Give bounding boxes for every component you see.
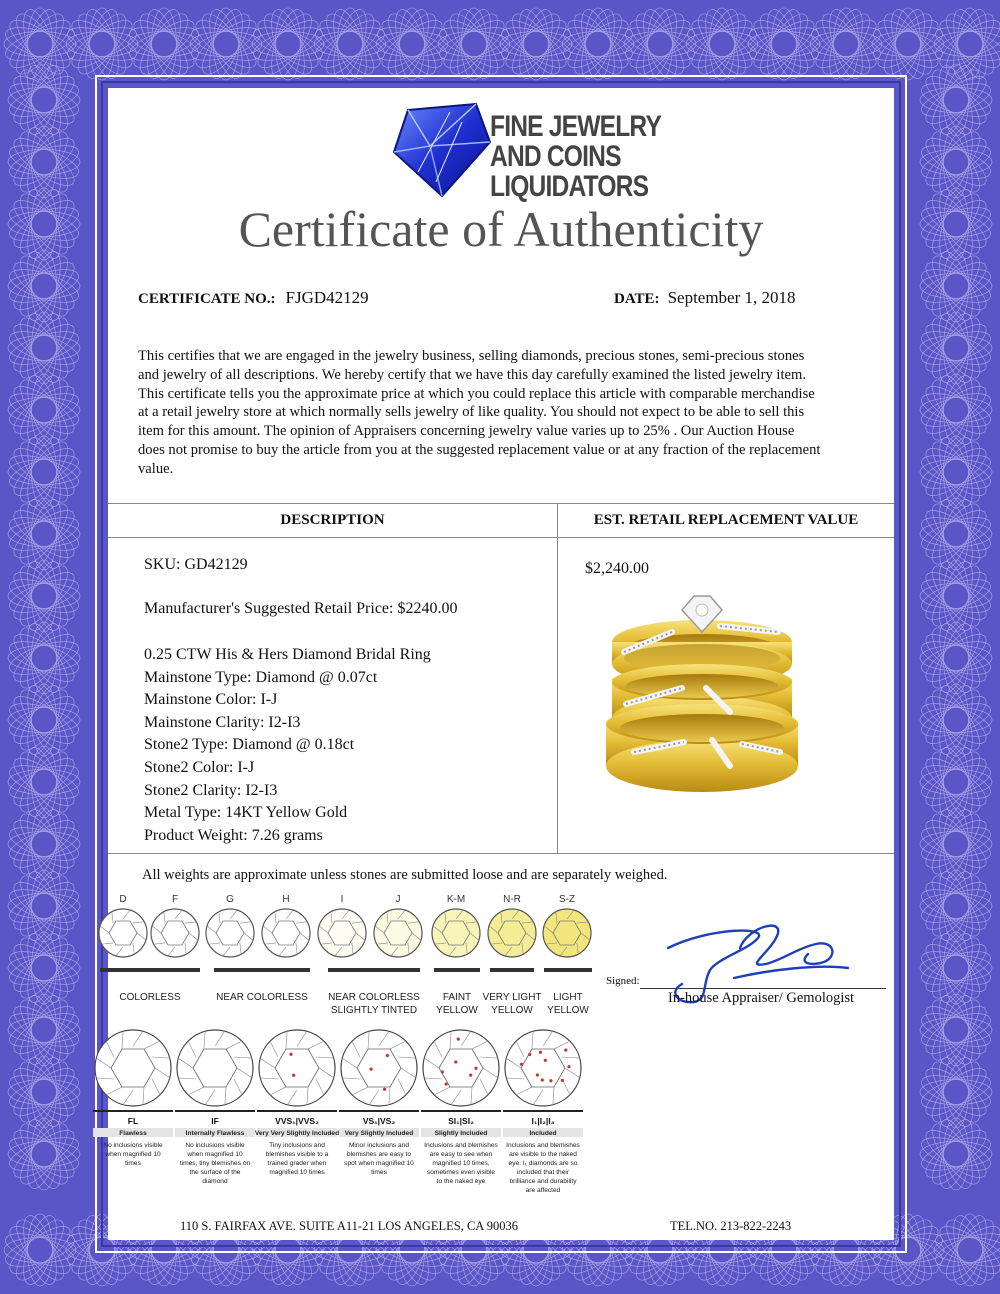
clarity-diamond <box>95 1030 171 1106</box>
certification-statement <box>138 347 878 479</box>
color-group-bar <box>214 968 310 972</box>
detail-line: Mainstone Type: Diamond @ 0.07ct <box>144 668 378 686</box>
color-grade-letter: N-R <box>503 894 521 905</box>
clarity-name: Slightly Included <box>434 1130 488 1137</box>
color-group-label: COLORLESS <box>119 992 181 1003</box>
diamond-grading-chart <box>88 888 608 1228</box>
footer-address: 110 S. FAIRFAX AVE. SUITE A11-21 LOS ANGELES, CA 90036 <box>180 1219 518 1233</box>
signed-label: Signed: <box>606 975 640 987</box>
clarity-description-line: trained grader when <box>267 1160 327 1167</box>
clarity-code: SI₁|SI₂ <box>448 1116 474 1126</box>
clarity-diamond <box>505 1030 581 1106</box>
clarity-code: FL <box>127 1116 139 1126</box>
color-grade-diamond <box>318 909 366 957</box>
color-group-bar <box>544 968 592 972</box>
detail-line: Stone2 Type: Diamond @ 0.18ct <box>144 736 355 754</box>
statement-line: item for this amount. The opinion of Appraisers concerning jewelry value varies up to 25% . Our Auction House <box>138 423 795 440</box>
footer-phone: TEL.NO. 213-822-2243 <box>670 1219 792 1233</box>
clarity-description-line: blemishes visible to a <box>265 1151 329 1158</box>
certificate-panel <box>103 88 894 1240</box>
color-grade-diamond <box>262 909 310 957</box>
value-header: EST. RETAIL REPLACEMENT VALUE <box>593 512 859 528</box>
color-grade-letter: I <box>340 894 344 905</box>
color-grade-letter: G <box>226 894 234 905</box>
weights-note: All weights are approximate unless stones are submitted loose and are separately weighed. <box>142 867 668 883</box>
statement-line: This certificate tells you the approximate price at which you could replace this article with comparable merchandise <box>138 385 815 402</box>
color-grade-letter: K-M <box>446 894 466 905</box>
clarity-name: Very Slightly Included <box>344 1130 414 1137</box>
replacement-value: $2,240.00 <box>585 560 649 577</box>
clarity-description-line: when magnified 10 <box>187 1151 243 1158</box>
brand-line-2: AND COINS <box>490 140 621 173</box>
color-group-label: VERY LIGHT <box>482 992 542 1003</box>
statement-line: and jewelry of all descriptions. We hereby certify that we have this day carefully examined the listed jewelry item. <box>138 366 807 383</box>
clarity-description-line: eye. I₁ diamonds are so <box>508 1160 578 1167</box>
color-group-bar <box>328 968 420 972</box>
clarity-description-line: times <box>371 1169 387 1176</box>
clarity-description-line: No inclusions visible <box>103 1142 163 1149</box>
clarity-code: VVS₁|VVS₂ <box>275 1116 319 1126</box>
color-group-sublabel: SLIGHTLY TINTED <box>330 1005 418 1016</box>
color-grade-diamond <box>99 909 147 957</box>
clarity-diamond <box>423 1030 499 1106</box>
brand-line-1: FINE JEWELRY <box>490 110 662 143</box>
date-label: DATE: <box>614 291 660 307</box>
clarity-diamond <box>259 1030 335 1106</box>
certificate-number-label: CERTIFICATE NO.: <box>138 291 276 307</box>
clarity-description-line: brilliance and durability <box>509 1178 577 1185</box>
certificate-number: FJGD42129 <box>285 288 369 307</box>
clarity-description-line: are affected <box>525 1187 561 1194</box>
color-grade-letter: F <box>171 894 179 905</box>
color-grade-diamond <box>374 909 422 957</box>
detail-line: Mainstone Color: I-J <box>144 691 278 709</box>
ring-set-image <box>602 592 802 800</box>
color-grade-letter: H <box>282 894 290 905</box>
clarity-diamond <box>177 1030 253 1106</box>
color-grade-diamond <box>151 909 199 957</box>
color-group-bar <box>100 968 200 972</box>
clarity-description-line: magnified 10 times, <box>432 1160 490 1167</box>
statement-line: value. <box>138 460 174 477</box>
statement-line: This certifies that we are engaged in the jewelry business, selling diamonds, precious stones, semi-precious stones <box>138 348 805 364</box>
clarity-description-line: Minor inclusions and <box>348 1142 410 1149</box>
clarity-description-line: blemishes are easy to <box>346 1151 412 1158</box>
color-grade-letter: J <box>395 894 401 905</box>
color-group-bar <box>434 968 480 972</box>
description-header: DESCRIPTION <box>280 512 385 528</box>
clarity-description-line: are easy to see when <box>429 1151 493 1158</box>
detail-line: Stone2 Clarity: I2-I3 <box>144 781 278 799</box>
clarity-description-line: No inclusions visible <box>185 1142 245 1149</box>
appraiser-title: In-house Appraiser/ Gemologist <box>668 990 855 1006</box>
color-grade-diamond <box>488 909 536 957</box>
color-grade-diamond <box>543 909 591 957</box>
sku: SKU: GD42129 <box>144 556 248 573</box>
clarity-code: VS₁|VS₂ <box>362 1116 396 1126</box>
clarity-description-line: the surface of the <box>189 1169 241 1176</box>
clarity-name: Very Very Slightly Included <box>254 1130 340 1137</box>
statement-line: does not promise to buy the article from you at the suggested replacement value or at any fraction of the replacement <box>138 441 821 458</box>
color-grade-diamond <box>432 909 480 957</box>
clarity-description-line: Tiny inclusions and <box>269 1142 325 1149</box>
color-grade-letter: D <box>119 894 127 905</box>
color-group-sublabel: YELLOW <box>491 1005 533 1016</box>
detail-line: Product Weight: 7.26 grams <box>144 826 323 844</box>
clarity-diamond <box>341 1030 417 1106</box>
color-group-label: FAINT <box>442 992 472 1003</box>
detail-line: Mainstone Clarity: I2-I3 <box>144 713 301 731</box>
detail-line: Metal Type: 14KT Yellow Gold <box>144 804 348 822</box>
clarity-description-line: Inclusions and blemishes <box>506 1142 580 1149</box>
statement-line: at a retail jewelry store at which normally sells jewelry of like quality. You should not expect to be able to sell this <box>138 404 805 421</box>
color-grade-diamond <box>206 909 254 957</box>
clarity-description-line: magnified 10 times <box>269 1169 325 1176</box>
clarity-description-line: spot when magnified 10 <box>344 1160 414 1167</box>
page-title: Certificate of Authenticity <box>238 201 764 257</box>
clarity-name: Flawless <box>119 1130 147 1137</box>
clarity-description-line: to the naked eye <box>436 1178 486 1185</box>
certificate-date: September 1, 2018 <box>667 288 796 307</box>
clarity-description-line: included that their <box>516 1169 570 1176</box>
clarity-description-line: sometimes even visible <box>426 1169 496 1176</box>
color-group-bar <box>490 968 534 972</box>
clarity-description-line: times, tiny blemishes on <box>179 1160 251 1167</box>
diamond-icon <box>390 102 494 198</box>
clarity-name: Included <box>529 1130 557 1137</box>
brand-line-3: LIQUIDATORS <box>490 170 649 203</box>
color-group-label: NEAR COLORLESS <box>328 992 420 1003</box>
clarity-description-line: when magnified 10 <box>105 1151 161 1158</box>
clarity-name: Internally Flawless <box>185 1130 245 1137</box>
clarity-code: IF <box>211 1116 219 1126</box>
color-grade-letter: S-Z <box>558 894 576 905</box>
item-details <box>144 644 431 847</box>
clarity-code: I₁|I₂|I₃ <box>531 1116 555 1126</box>
msrp: Manufacturer's Suggested Retail Price: $2240.00 <box>144 600 458 617</box>
clarity-description-line: Inclusions and blemishes <box>424 1142 498 1149</box>
color-group-label: LIGHT <box>553 992 583 1003</box>
color-group-sublabel: YELLOW <box>436 1005 478 1016</box>
clarity-description-line: are visible to the naked <box>509 1151 577 1158</box>
clarity-description-line: diamond <box>202 1178 228 1185</box>
clarity-description-line: times <box>125 1160 141 1167</box>
color-group-label: NEAR COLORLESS <box>216 992 308 1003</box>
color-group-sublabel: YELLOW <box>547 1005 589 1016</box>
detail-line: Stone2 Color: I-J <box>144 758 255 776</box>
detail-line: 0.25 CTW His & Hers Diamond Bridal Ring <box>144 646 431 663</box>
